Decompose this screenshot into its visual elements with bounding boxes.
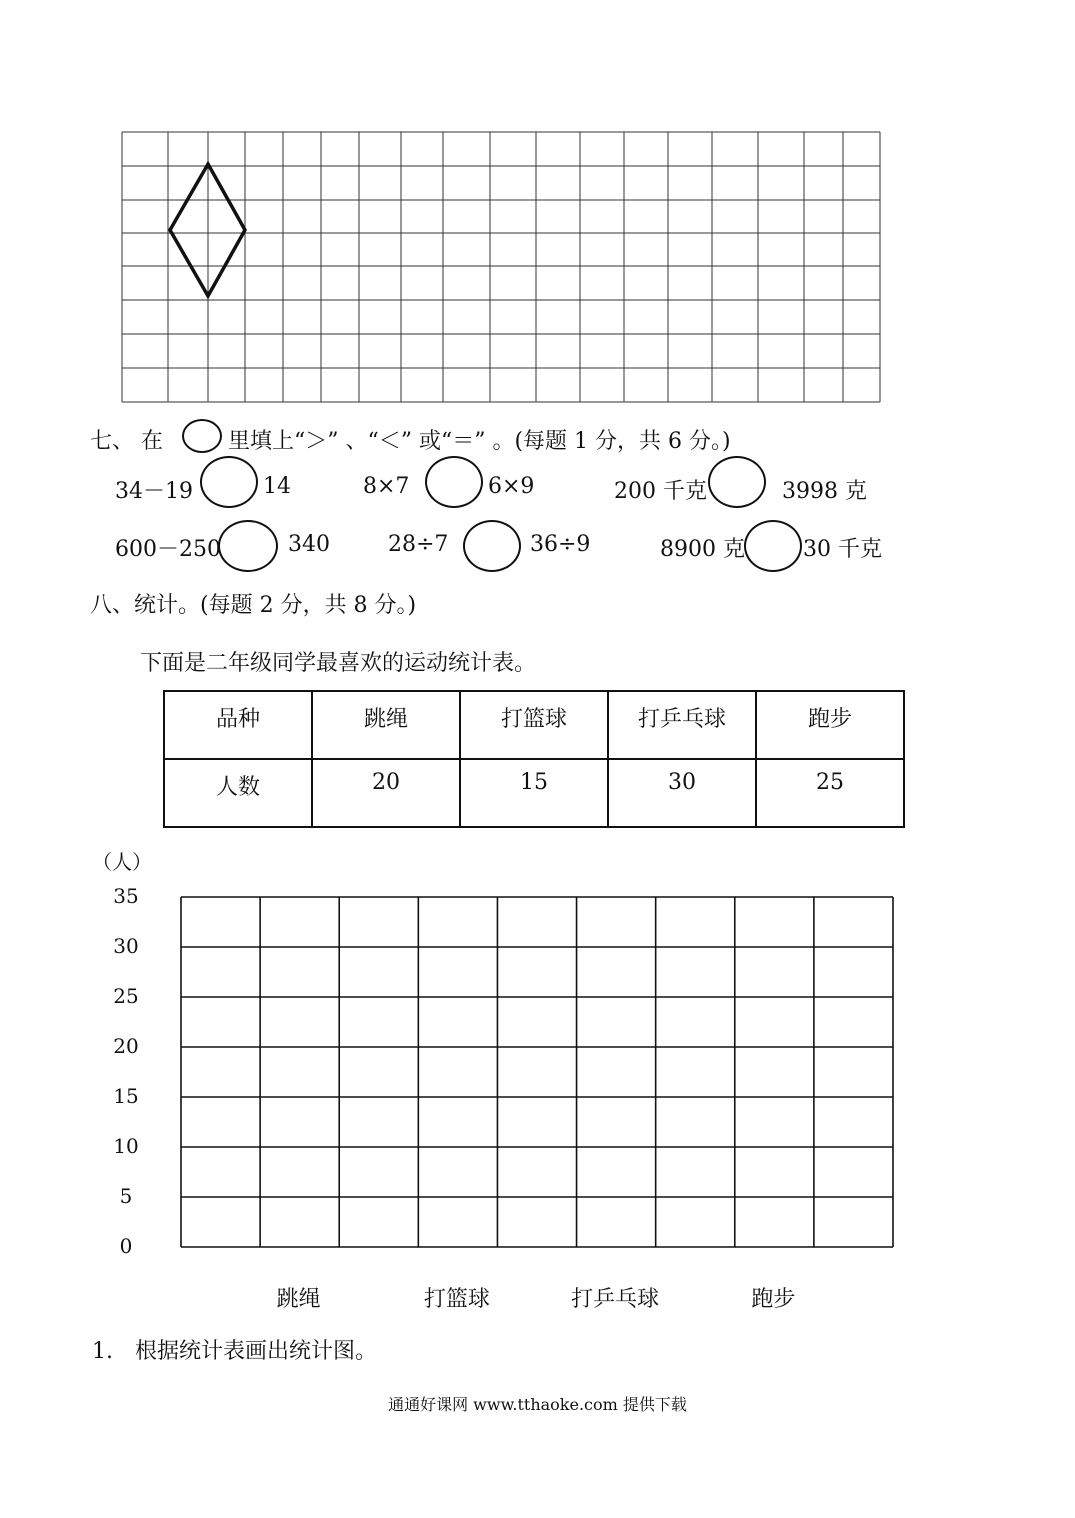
section7-title [90,424,163,455]
y-tick-label: 15 [113,1084,139,1108]
compare-left-1: 34－19 [115,479,193,504]
compare-left-5: 28÷7 [388,532,449,557]
x-category-label: 跑步 [751,1287,796,1312]
table-header-cell: 跑步 [756,691,904,759]
x-category-label: 打乒乓球 [571,1287,660,1312]
table-cell: 25 [756,759,904,827]
answer-circle-1[interactable] [200,456,258,508]
y-tick-label: 10 [113,1134,139,1158]
section7-title-suffix: 里填上“＞” 、“＜” 或“＝” 。(每题 1 分，共 6 分。) [228,429,731,454]
y-tick-label: 5 [119,1184,133,1208]
answer-circle-2[interactable] [425,456,483,508]
table-row [164,759,904,827]
x-category-label: 打篮球 [423,1287,490,1312]
compare-left-4: 600－250 [115,537,221,562]
table-header-cell: 品种 [164,691,312,759]
table-cell: 30 [608,759,756,827]
y-tick-label: 25 [113,984,139,1008]
y-tick-label: 30 [113,934,139,958]
table-header-cell: 跳绳 [312,691,460,759]
compare-right-1: 14 [263,474,291,499]
square-grid [0,0,1075,420]
compare-left-6: 8900 克 [660,537,745,562]
compare-right-6: 30 千克 [803,537,882,562]
y-tick-label: 0 [119,1234,133,1258]
answer-circle-sample [182,419,222,453]
x-category-label: 跳绳 [276,1287,321,1312]
section7-title-prefix: 七、 在 [90,429,163,454]
compare-right-4: 340 [288,532,330,557]
answer-circle-3[interactable] [708,456,766,508]
table-cell: 15 [460,759,608,827]
chart-y-unit: （人） [92,850,152,874]
table-row [164,691,904,759]
footer-text: 通通好课网 www.tthaoke.com 提供下载 [388,1395,687,1414]
section8-title: 八、统计。(每题 2 分，共 8 分。) [90,593,417,618]
compare-right-3: 3998 克 [782,479,867,504]
table-header-cell: 打乒乓球 [608,691,756,759]
y-tick-label: 35 [113,884,139,908]
y-tick-label: 20 [113,1034,139,1058]
stats-table [163,690,905,828]
answer-circle-5[interactable] [463,520,521,572]
answer-circle-4[interactable] [218,520,278,572]
table-header-cell: 打篮球 [460,691,608,759]
compare-right-2: 6×9 [488,474,535,499]
table-cell: 20 [312,759,460,827]
answer-circle-6[interactable] [744,520,802,572]
compare-left-2: 8×7 [363,474,410,499]
compare-right-5: 36÷9 [530,532,591,557]
section8-intro: 下面是二年级同学最喜欢的运动统计表。 [140,651,537,676]
compare-left-3: 200 千克 [614,479,707,504]
bar-chart-grid[interactable] [180,896,894,1248]
table-cell: 人数 [164,759,312,827]
question-1: 1. 根据统计表画出统计图。 [92,1339,377,1364]
